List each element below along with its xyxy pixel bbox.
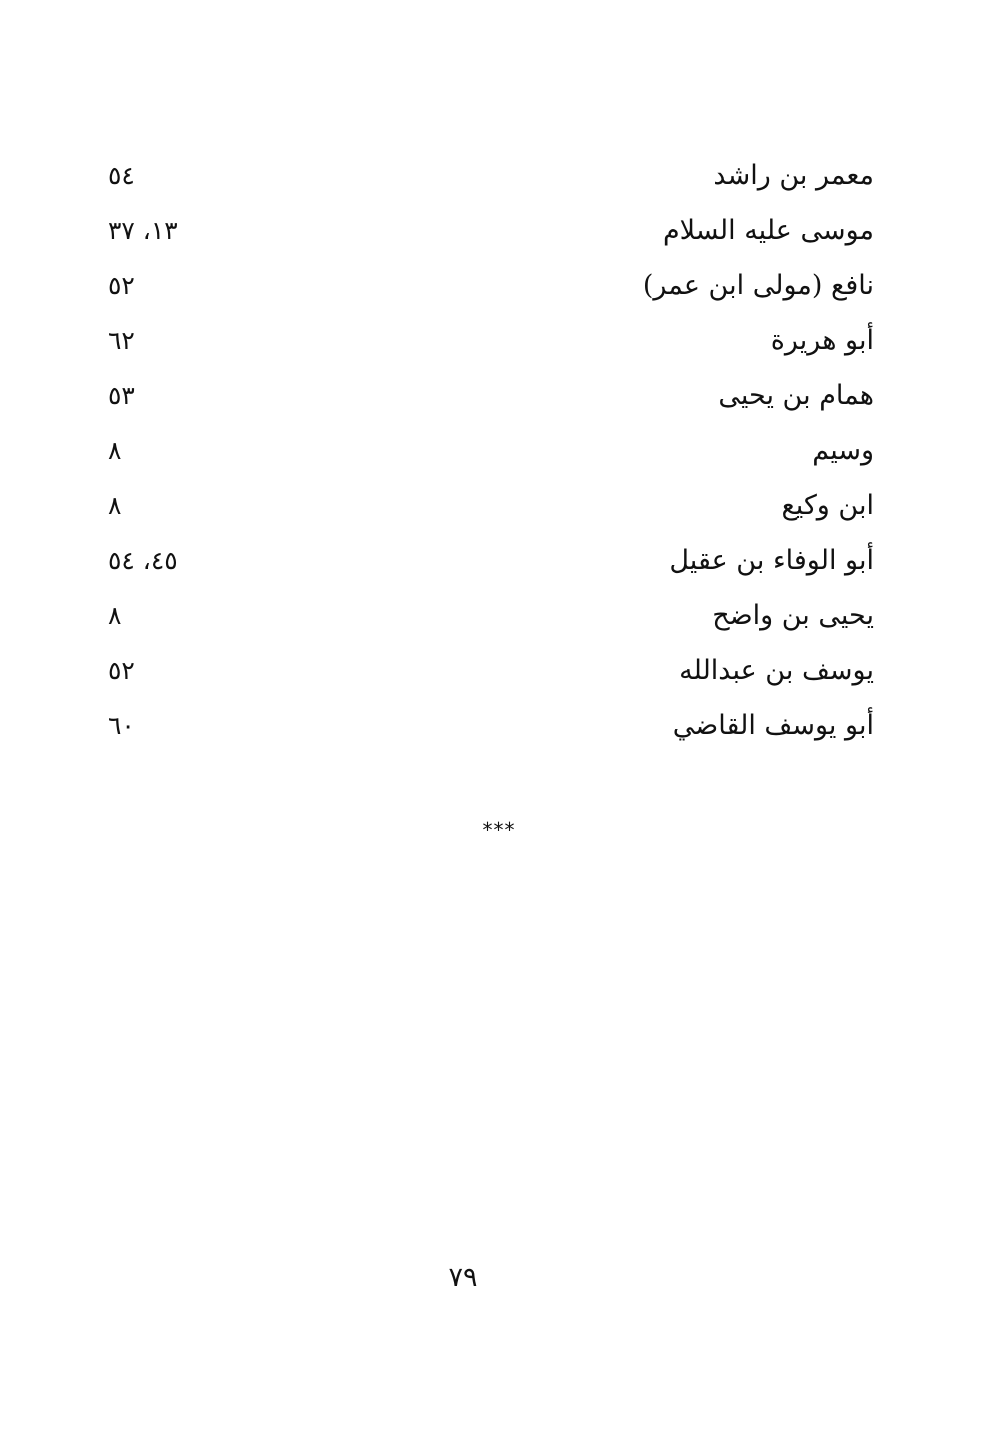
index-entry-name: همام بن يحيى [718,380,874,411]
index-entry [108,423,874,478]
index-entry [108,643,874,698]
index-entry-name: يحيى بن واضح [712,600,874,631]
index-entry-pages: ٦٢ [108,326,135,355]
index-entry-pages: ٦٠ [108,711,135,740]
page-number: ٧٩ [448,1262,478,1293]
index-entry [108,148,874,203]
index-entry-name: يوسف بن عبدالله [679,655,874,686]
index-entry-pages: ٥٢ [108,271,135,300]
index-entry-name: وسيم [812,435,874,466]
index-entry-pages: ٥٤ [108,161,135,190]
index-entry [108,533,874,588]
name-index-list [108,148,874,753]
index-entry [108,313,874,368]
index-entry [108,588,874,643]
index-entry-pages: ٨ [108,491,122,520]
index-entry [108,698,874,753]
index-entry-name: موسى عليه السلام [662,215,874,246]
index-entry-pages: ٨ [108,436,122,465]
index-entry [108,258,874,313]
index-entry-name: نافع (مولى ابن عمر) [642,270,874,301]
index-entry-name: معمر بن راشد [713,160,874,191]
index-entry [108,478,874,533]
index-entry-name: ابن وكيع [781,490,874,521]
index-entry-pages: ١٣، ٣٧ [108,216,178,245]
index-entry-name: أبو هريرة [770,325,874,356]
index-entry-pages: ٨ [108,601,122,630]
section-separator: *** [482,818,516,842]
index-entry-pages: ٥٣ [108,381,135,410]
index-entry [108,368,874,423]
index-entry [108,203,874,258]
index-entry-name: أبو يوسف القاضي [672,710,874,741]
index-entry-pages: ٤٥، ٥٤ [108,546,178,575]
index-entry-name: أبو الوفاء بن عقيل [669,545,874,576]
index-entry-pages: ٥٢ [108,656,135,685]
